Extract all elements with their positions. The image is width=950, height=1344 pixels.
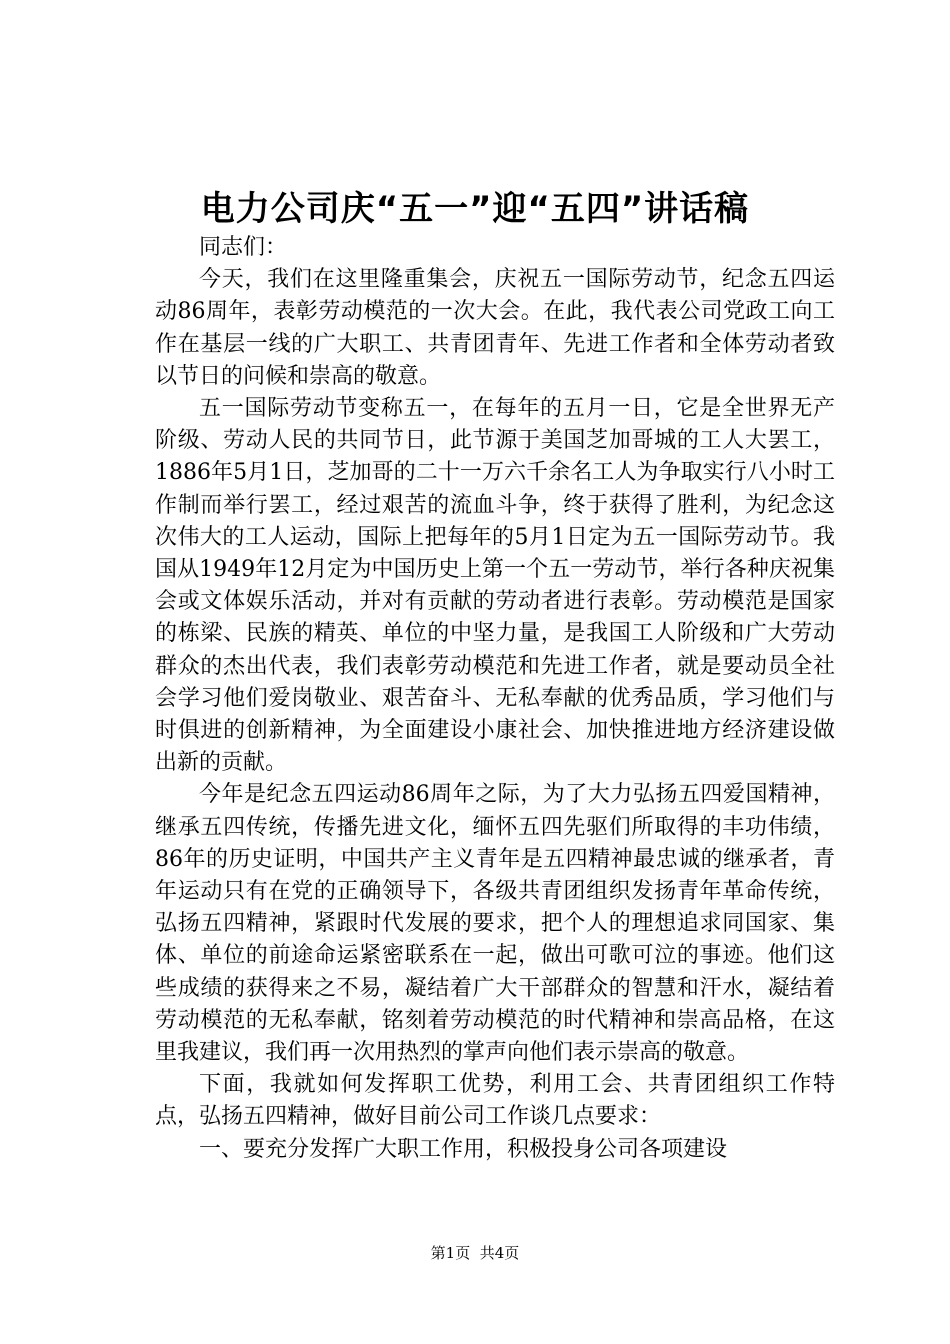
paragraph-2: 五一国际劳动节变称五一，在每年的五月一日，它是全世界无产阶级、劳动人民的共同节日，此节源于美国芝加哥城的工人大罢工，1886年5月1日，芝加哥的二十一万六千余名工人为争取实行八小时工作制而举行罢工，经过艰苦的流血斗争，终于获得了胜利，为纪念这次伟大的工人运动，国际上把每年的5月1日定为五一国际劳动节。我国从1949年12月定为中国历史上第一个五一劳动节，举行各种庆祝集会或文体娱乐活动，并对有贡献的劳动者进行表彰。劳动模范是国家的栋梁、民族的精英、单位的中坚力量，是我国工人阶级和广大劳动群众的杰出代表，我们表彰劳动模范和先进工作者，就是要动员全社会学习他们爱岗敬业、艰苦奋斗、无私奉献的优秀品质，学习他们与时俱进的创新精神，为全面建设小康社会、加快推进地方经济建设做出新的贡献。: [155, 396, 835, 776]
paragraph-1: 今天，我们在这里隆重集会，庆祝五一国际劳动节，纪念五四运动86周年，表彰劳动模范的一次大会。在此，我代表公司党政工向工作在基层一线的广大职工、共青团青年、先进工作者和全体劳动者致以节日的问候和崇高的敬意。: [155, 267, 835, 389]
paragraph-4: 下面，我就如何发挥职工优势，利用工会、共青团组织工作特点，弘扬五四精神，做好目前公司工作谈几点要求：: [155, 1072, 835, 1130]
page-number: 第1页: [430, 1244, 471, 1262]
paragraph-3: 今年是纪念五四运动86周年之际，为了大力弘扬五四爱国精神，继承五四传统，传播先进文化，缅怀五四先驱们所取得的丰功伟绩，86年的历史证明，中国共产主义青年是五四精神最忠诚的继承者，青年运动只有在党的正确领导下，各级共青团组织发扬青年革命传统，弘扬五四精神，紧跟时代发展的要求，把个人的理想追求同国家、集体、单位的前途命运紧密联系在一起，做出可歌可泣的事迹。他们这些成绩的获得来之不易，凝结着广大干部群众的智慧和汗水，凝结着劳动模范的无私奉献，铭刻着劳动模范的时代精神和崇高品格，在这里我建议，我们再一次用热烈的掌声向他们表示崇高的敬意。: [155, 782, 835, 1066]
paragraph-5: 一、要充分发挥广大职工作用，积极投身公司各项建设: [199, 1136, 728, 1162]
document-title: 电力公司庆“五一”迎“五四”讲话稿: [200, 189, 750, 229]
page-total: 共4页: [479, 1244, 520, 1262]
page-footer: [0, 1243, 950, 1263]
footer-separator: [470, 1244, 480, 1262]
document-body: [155, 232, 835, 1166]
salutation: 同志们：: [199, 235, 288, 260]
